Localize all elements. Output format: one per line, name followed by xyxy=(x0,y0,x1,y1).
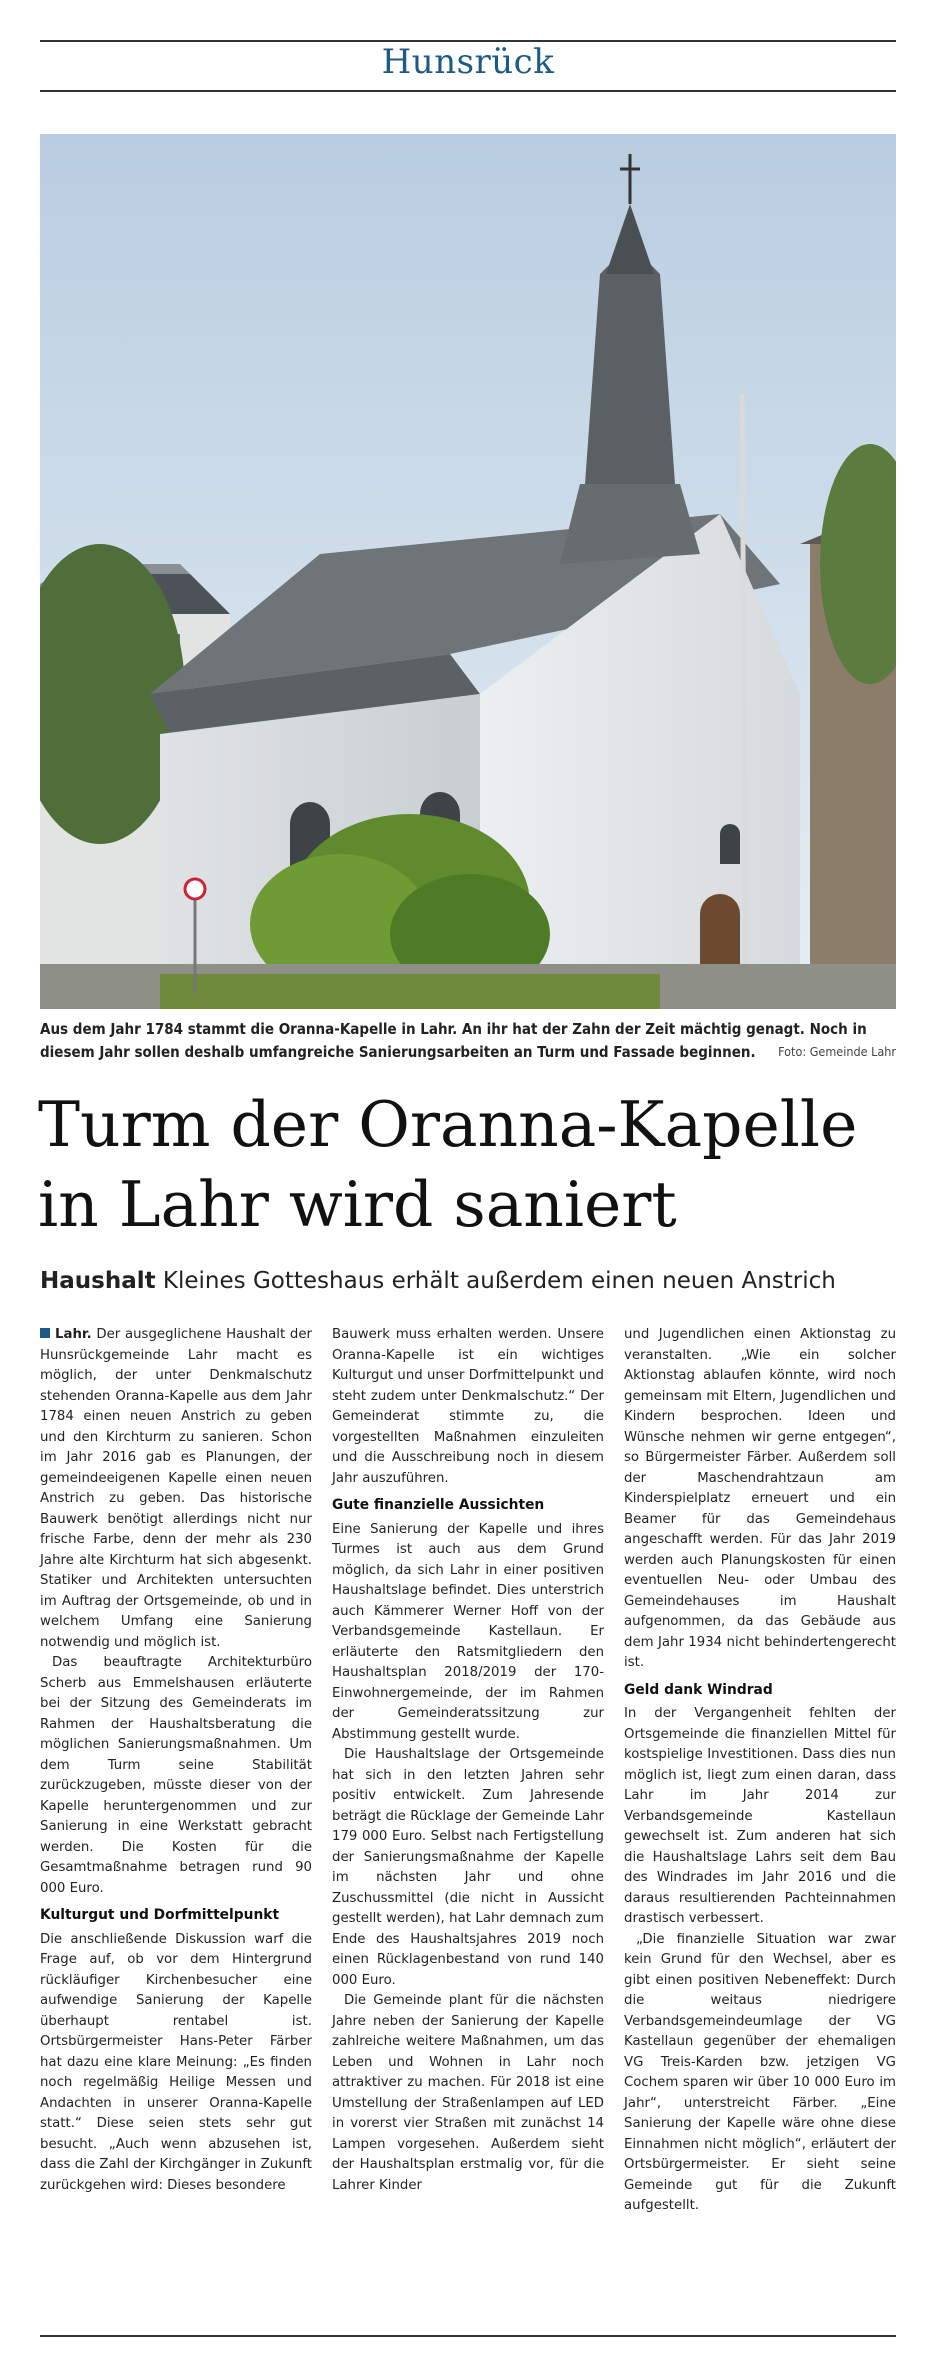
section-rule xyxy=(40,90,896,92)
dateline-marker-icon xyxy=(40,1328,50,1338)
caption-text: Aus dem Jahr 1784 stammt die Oranna-Kapelle in Lahr. An ihr hat der Zahn der Zeit mächtig genagt. Noch in diesem Jahr sollen deshalb umfangreiche Sanierungsarbeiten an Turm und Fassade beginnen. xyxy=(40,1020,867,1061)
paragraph: „Die finanzielle Situation war zwar kein Grund für den Wechsel, aber es gibt einen positiven Nebeneffekt: Durch die weitaus niedrigere Verbandsgemeindeumlage der VG Kastellaun gegenüber der ehemaligen VG Treis-Karden bzw. jetzigen VG Cochem sparen wir über 10 000 Euro im Jahr“, unterstreicht Färber. „Eine Sanierung der Kapelle wäre ohne diese Einnahmen nicht möglich“, erläutert der Ortsbürgermeister. Er sieht seine Gemeinde gut für die Zukunft aufgestellt. xyxy=(624,1931,896,2213)
photo-caption xyxy=(40,1018,896,1064)
paragraph: Eine Sanierung der Kapelle und ihres Turmes ist auch aus dem Grund möglich, da sich Lahr in einer positiven Haushaltslage befindet. Dies unterstrich auch Kämmerer Werner Hoff von der Verbandsgemeinde Kastellaun. Er erläuterte den Ratsmitgliedern den Haushaltsplan 2018/2019 der 170-Einwohnergemeinde, der im Rahmen der Gemeinderatssitzung zur Abstimmung gestellt wurde. xyxy=(332,1521,604,1742)
paragraph-text: Der ausgeglichene Haushalt der Hunsrückgemeinde Lahr macht es möglich, der unter Denkmalschutz stehenden Oranna-Kapelle aus dem Jahr 1784 einen neuen Anstrich zu geben und den Kirchturm zu sanieren. Schon im Jahr 2016 gab es Planungen, der gemeindeeigenen Kapelle einen neuen Anstrich zu geben. Das historische Bauwerk benötigt allerdings nicht nur frische Farbe, denn der mehr als 230 Jahre alte Kirchturm hat sich abgesenkt. Statiker und Architekten untersuchten im Auftrag der Ortsgemeinde, ob und in welchem Umfang eine Sanierung notwendig und möglich ist. xyxy=(40,1327,312,1650)
paragraph: Die Haushaltslage der Ortsgemeinde hat sich in den letzten Jahren sehr positiv entwickelt. Zum Jahresende beträgt die Rücklage der Gemeinde Lahr 179 000 Euro. Selbst nach Fertigstellung der Sanierungsmaßnahme der Kapelle im nächsten Jahr und ohne Zuschussmittel (die nicht in Aussicht gestellt werden), hat Lahr demnach zum Ende des Haushaltsjahres 2019 noch einen Rücklagenbestand von rund 140 000 Euro. xyxy=(332,1747,604,1988)
bottom-rule xyxy=(40,2335,896,2337)
paragraph xyxy=(40,1325,312,1653)
section-title: Hunsrück xyxy=(381,42,555,82)
headline xyxy=(38,1085,918,1245)
subheading: Kulturgut und Dorfmittelpunkt xyxy=(40,1907,280,1923)
paragraph: Die anschließende Diskussion warf die Frage auf, ob vor dem Hintergrund rückläufiger Kirchenbesucher eine aufwendige Sanierung der Kapelle überhaupt rentabel ist. Ortsbürgermeister Hans-Peter Färber hat dazu eine klare Meinung: „Es finden noch regelmäßig Heilige Messen und Andachten in unserer Oranna-Kapelle statt.“ Diese seien stets sehr gut besucht. „Auch wenn abzusehen ist, dass die Zahl der Kirchgänger in Zukunft zurückgehen wird: Dieses besondere xyxy=(40,1931,312,2193)
paragraph: In der Vergangenheit fehlten der Ortsgemeinde die finanziellen Mittel für kostspielige Investitionen. Dass dies nun möglich ist, liegt zum einen daran, dass Lahr im Jahr 2014 zur Verbandsgemeinde Kastellaun gewechselt ist. Zum anderen hat sich die Haushaltslage Lahrs seit dem Bau des Windrades im Jahr 2016 und die daraus resultierenden Pachteinnahmen drastisch verbessert. xyxy=(624,1706,896,1926)
photo-credit: Foto: Gemeinde Lahr xyxy=(778,1044,896,1059)
paragraph: Bauwerk muss erhalten werden. Unsere Oranna-Kapelle ist ein wichtiges Kulturgut und unser Dorfmittelpunkt und steht zudem unter Denkmalschutz.“ Der Gemeinderat stimmte zu, die vorgestellten Maßnahmen einzuleiten und die Ausschreibung noch in diesem Jahr auszuführen. xyxy=(332,1327,604,1486)
paragraph: und Jugendlichen einen Aktionstag zu veranstalten. „Wie ein solcher Aktionstag ablaufen könnte, wird noch gemeinsam mit Eltern, Jugendlichen und Kindern besprochen. Ideen und Wünsche nehmen wir gerne entgegen“, so Bürgermeister Färber. Außerdem soll der Maschendrahtzaun am Kinderspielplatz erneuert und ein Beamer für das Gemeindehaus angeschafft werden. Für das Jahr 2019 werden auch Planungskosten für einen eventuellen Neu- oder Umbau des Gemeindehauses im Haushalt aufgenommen, da das Gebäude aus dem Jahr 1934 nicht behindertengerecht ist. xyxy=(624,1327,896,1670)
subheadline-text: Kleines Gotteshaus erhält außerdem einen neuen Anstrich xyxy=(162,1268,836,1294)
church-photo xyxy=(40,134,896,1009)
article-column-1 xyxy=(40,1325,312,2315)
paragraph: Das beauftragte Architekturbüro Scherb aus Emmelshausen erläuterte bei der Sitzung des Gemeinderats im Rahmen der Haushaltsberatung die möglichen Sanierungsmaßnahmen. Um dem Turm seine Stabilität zurückzugeben, müsste dieser von der Kapelle heruntergenommen und zur Sanierung in eine Werkstatt gebracht werden. Die Kosten für die Gesamtmaßnahme betragen rund 90 000 Euro. xyxy=(40,1655,312,1896)
subheading: Geld dank Windrad xyxy=(624,1681,773,1698)
subheadline-kicker: Haushalt xyxy=(40,1268,156,1294)
subheading: Gute finanzielle Aussichten xyxy=(332,1497,545,1513)
paragraph: Die Gemeinde plant für die nächsten Jahre neben der Sanierung der Kapelle zahlreiche weitere Maßnahmen, um das Leben und Wohnen in Lahr noch attraktiver zu machen. Für 2018 ist eine Umstellung der Straßenlampen auf LED in vorerst vier Straßen mit zunächst 14 Lampen vorgesehen. Außerdem sieht der Haushaltsplan erstmalig vor, für die Lahrer Kinder xyxy=(332,1993,604,2193)
subheadline xyxy=(40,1268,896,1294)
headline-line-2: in Lahr wird saniert xyxy=(38,1168,677,1241)
dateline: Lahr. xyxy=(55,1327,92,1342)
headline-line-1: Turm der Oranna-Kapelle xyxy=(38,1088,858,1161)
article-column-2 xyxy=(332,1325,604,2315)
article-body xyxy=(40,1325,896,2315)
article-column-3 xyxy=(624,1325,896,2315)
